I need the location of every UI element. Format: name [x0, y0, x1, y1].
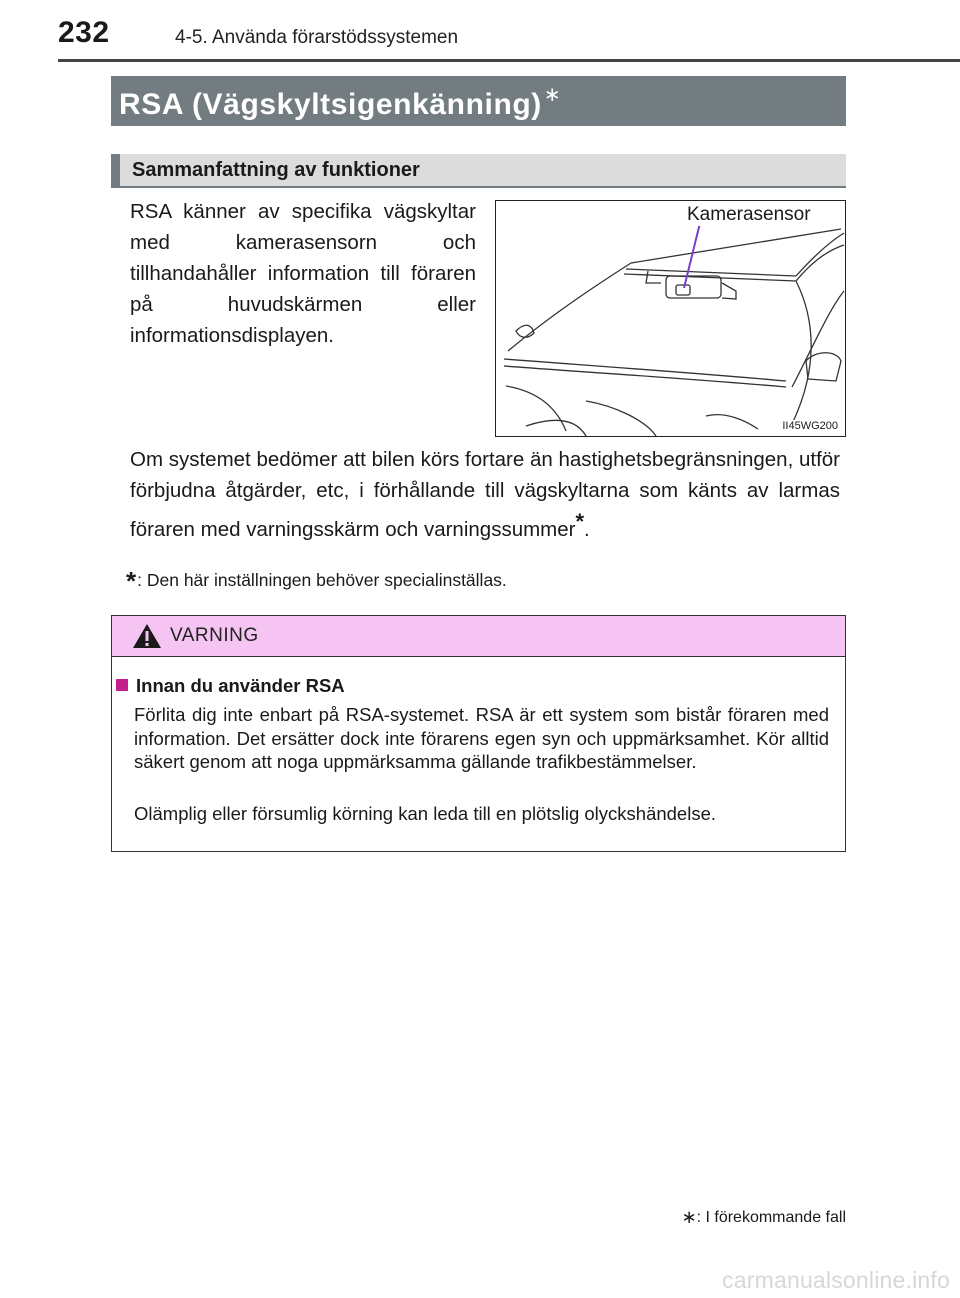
warning-subheading-text: Innan du använder RSA [136, 675, 345, 696]
footnote-star: * [126, 566, 137, 596]
chapter-title: 4-5. Använda förarstödssystemen [175, 27, 459, 48]
bottom-note-star: ∗ [681, 1207, 697, 1227]
warning-triangle-icon [132, 623, 162, 649]
title-asterisk: ∗ [543, 84, 562, 106]
warning-paragraph-2: Olämplig eller försumlig körning kan leda till en plötslig olyckshändelse. [134, 803, 717, 824]
warning-box [111, 615, 846, 852]
square-bullet-icon [116, 679, 128, 691]
warning-title: VARNING [170, 625, 259, 646]
watermark: carmanualsonline.info [722, 1267, 950, 1293]
section-heading: Sammanfattning av funktioner [111, 154, 846, 188]
camera-sensor-figure [495, 200, 846, 437]
body-paragraph [130, 444, 840, 545]
header-divider [58, 59, 960, 62]
sensor-pointer-line [496, 201, 846, 437]
bottom-note-text: : I förekommande fall [696, 1209, 846, 1226]
body-footnote-star: * [575, 509, 585, 534]
body-end: . [584, 518, 590, 541]
page-title [111, 76, 846, 126]
page-number: 232 [58, 16, 110, 49]
intro-paragraph: RSA känner av specifika vägskyltar med kamerasensorn och tillhandahåller information till föraren på huvudskärmen eller informationsdisplayen. [130, 200, 476, 347]
figure-code: II45WG200 [782, 420, 838, 432]
page-title-text: RSA (Vägskyltsigenkänning) [119, 88, 542, 121]
bottom-note [682, 1207, 847, 1228]
warning-paragraph-1: Förlita dig inte enbart på RSA-systemet. RSA är ett system som bistår föraren med information. Det ersätter dock inte förarens egen syn och uppmärksamhet. Kör alltid säkert genom att noga uppmärksamma gällande trafikbestämmelser. [134, 704, 829, 772]
warning-header [112, 616, 845, 657]
footnote-text: : Den här inställningen behöver specialinställas. [137, 570, 507, 590]
figure-label-kamerasensor: Kamerasensor [687, 204, 811, 225]
footnote [126, 566, 507, 597]
warning-subheading [116, 675, 345, 697]
body-text: Om systemet bedömer att bilen körs fortare än hastighetsbegränsningen, utför förbjudna åtgärder, etc, i förhållande till vägskyltarna som känts av larmas föraren med varningsskärm och varningssummer [130, 448, 840, 541]
